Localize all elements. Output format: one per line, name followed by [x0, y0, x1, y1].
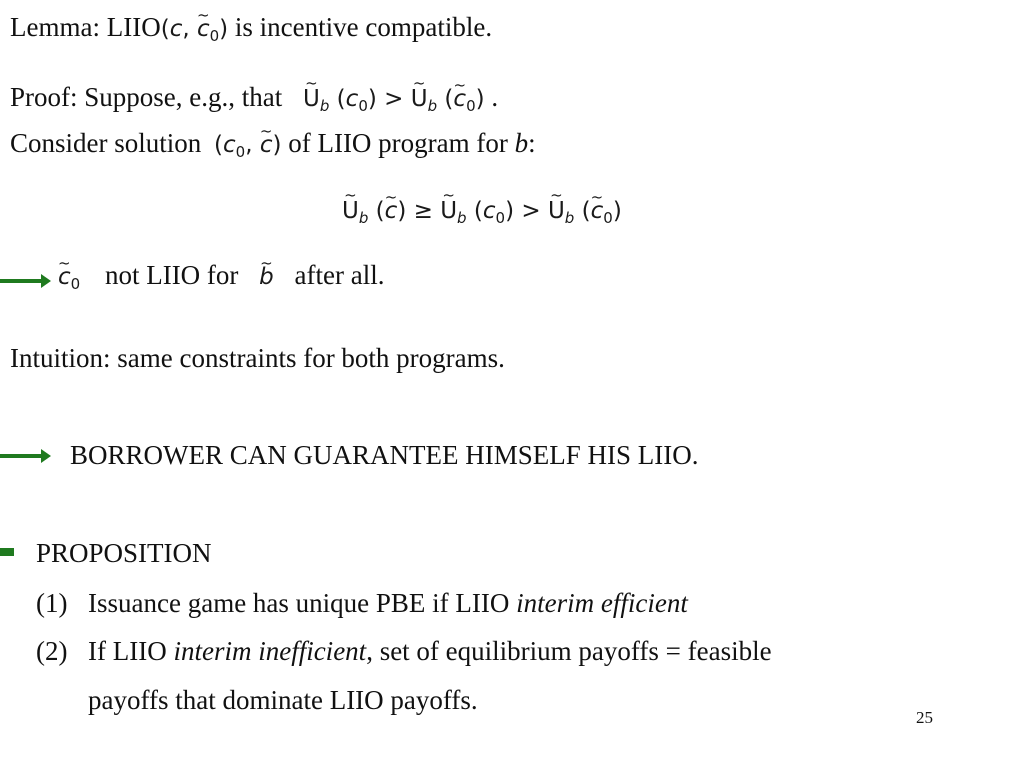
lemma-line — [10, 10, 492, 53]
lemma-suffix: is incentive compatible. — [228, 12, 493, 42]
consider-prefix: Consider solution — [10, 128, 202, 158]
consider-math: ($c_0$, ~ c) — [214, 132, 281, 158]
proposition-item-2-text: If LIIO — [88, 636, 167, 666]
inequality-math: ~ $U_b$ (~ c) ≥ ~ $U_b$ $(c_0)$ > ~ $U_b$ (~ $c_0$) — [342, 198, 622, 224]
proof-prefix: Proof: Suppose, e.g., that — [10, 82, 283, 112]
proposition-item-2 — [88, 634, 772, 668]
proposition-item-2-num: (2) — [36, 636, 68, 666]
proposition-item-2-em: interim inefficient — [173, 636, 367, 666]
consider-end: : — [528, 128, 536, 158]
arrow-implies-1 — [0, 279, 42, 283]
proposition-item-1-em: interim efficient — [516, 588, 688, 618]
conclusion-end: after all. — [294, 260, 385, 290]
proposition-item-2-rest: , set of equilibrium payoffs = feasible — [366, 636, 772, 666]
inequality — [342, 192, 622, 235]
proof-line — [10, 80, 498, 123]
headline: BORROWER CAN GUARANTEE HIMSELF HIS LIIO. — [70, 440, 699, 470]
proposition-item-1 — [88, 586, 688, 620]
conclusion-math-b: ~ b — [259, 264, 274, 290]
consider-line — [10, 126, 536, 169]
proposition-title: PROPOSITION — [36, 538, 212, 568]
proposition-bullet-bar — [0, 548, 14, 556]
proposition-item-1-text: Issuance game has unique PBE if LIIO — [88, 588, 510, 618]
proof-math: ~ $U_b$ $(c_0)$ > ~ $U_b$ (~ $c_0$) — [303, 86, 485, 112]
proposition-item-1-num: (1) — [36, 588, 68, 618]
consider-var: b — [514, 128, 529, 158]
lemma-math: (c, ~ $c_0$) — [161, 16, 228, 42]
arrow-implies-2 — [0, 454, 42, 458]
proof-end: . — [491, 82, 499, 112]
consider-middle: of LIIO program for — [288, 128, 508, 158]
conclusion-math-c0: ~ $c_0$ — [58, 264, 80, 290]
conclusion-line — [58, 258, 384, 301]
proposition-item-2-continued: payoffs that dominate LIIO payoffs. — [88, 685, 478, 715]
conclusion-middle: not LIIO for — [104, 260, 239, 290]
page-number: 25 — [916, 708, 933, 727]
intuition-line: Intuition: same constraints for both programs. — [10, 343, 505, 373]
lemma-prefix: Lemma: LIIO — [10, 12, 161, 42]
